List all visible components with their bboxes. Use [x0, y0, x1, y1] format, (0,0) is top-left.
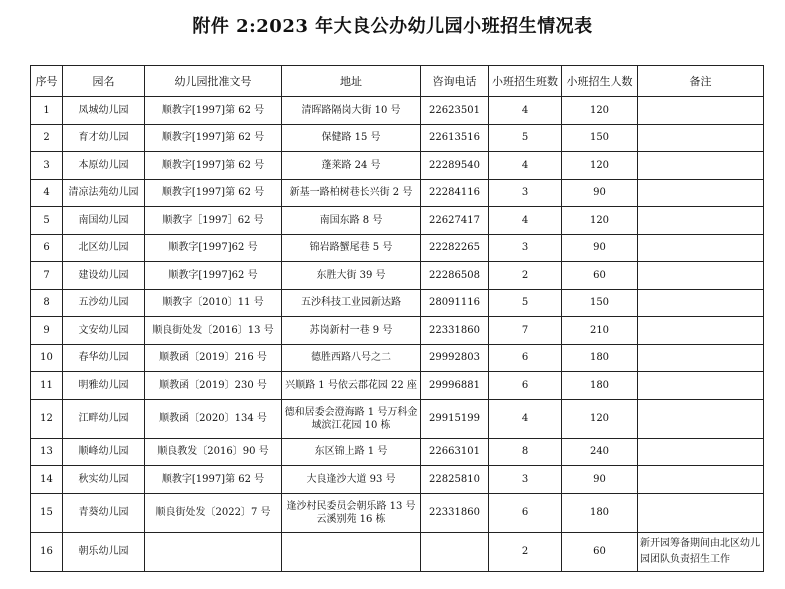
cell-class-count: 5 [489, 289, 562, 317]
cell-class-count: 5 [489, 124, 562, 152]
cell-address: 五沙科技工业园新达路 [282, 289, 421, 317]
cell-kindergarten-name: 五沙幼儿园 [63, 289, 145, 317]
cell-index: 1 [31, 97, 63, 125]
cell-remarks [638, 207, 764, 235]
cell-kindergarten-name: 春华幼儿园 [63, 344, 145, 372]
cell-enrollment-count: 120 [562, 152, 638, 180]
cell-approval-number: 顺教函〔2019〕216 号 [145, 344, 282, 372]
cell-kindergarten-name: 秋实幼儿园 [63, 466, 145, 494]
cell-enrollment-count: 180 [562, 372, 638, 400]
cell-enrollment-count: 60 [562, 532, 638, 571]
cell-class-count: 2 [489, 532, 562, 571]
header-approval-number: 幼儿园批准文号 [145, 66, 282, 97]
cell-enrollment-count: 90 [562, 234, 638, 262]
cell-remarks [638, 317, 764, 345]
cell-approval-number: 顺教函〔2019〕230 号 [145, 372, 282, 400]
cell-remarks [638, 152, 764, 180]
enrollment-table [30, 65, 764, 572]
cell-index: 4 [31, 179, 63, 207]
cell-approval-number: 顺教字[1997]第 62 号 [145, 97, 282, 125]
table-row [31, 207, 764, 235]
header-index: 序号 [31, 66, 63, 97]
table-row [31, 179, 764, 207]
table-row [31, 399, 764, 438]
table-row [31, 124, 764, 152]
cell-kindergarten-name: 北区幼儿园 [63, 234, 145, 262]
cell-address: 德和居委会澄海路 1 号万科金域滨江花园 10 栋 [282, 399, 421, 438]
cell-enrollment-count: 90 [562, 466, 638, 494]
cell-remarks [638, 344, 764, 372]
table-header [31, 66, 764, 97]
table-row [31, 438, 764, 466]
cell-enrollment-count: 180 [562, 344, 638, 372]
cell-approval-number: 顺教字[1997]第 62 号 [145, 466, 282, 494]
cell-phone: 22282265 [421, 234, 489, 262]
cell-phone: 22284116 [421, 179, 489, 207]
cell-approval-number: 顺教字[1997]62 号 [145, 234, 282, 262]
cell-address: 兴顺路 1 号依云郡花园 22 座 [282, 372, 421, 400]
cell-address: 新基一路柏树巷长兴街 2 号 [282, 179, 421, 207]
cell-approval-number: 顺教字[1997]第 62 号 [145, 152, 282, 180]
header-class-count: 小班招生班数 [489, 66, 562, 97]
cell-kindergarten-name: 本原幼儿园 [63, 152, 145, 180]
table-row [31, 372, 764, 400]
cell-phone [421, 532, 489, 571]
table-row [31, 493, 764, 532]
cell-class-count: 4 [489, 97, 562, 125]
cell-remarks [638, 179, 764, 207]
cell-index: 10 [31, 344, 63, 372]
cell-enrollment-count: 90 [562, 179, 638, 207]
cell-phone: 28091116 [421, 289, 489, 317]
cell-approval-number: 顺教函〔2020〕134 号 [145, 399, 282, 438]
cell-remarks [638, 438, 764, 466]
cell-approval-number: 顺良街处发〔2022〕7 号 [145, 493, 282, 532]
cell-index: 12 [31, 399, 63, 438]
cell-approval-number: 顺教字[1997]62 号 [145, 262, 282, 290]
cell-index: 15 [31, 493, 63, 532]
cell-enrollment-count: 150 [562, 289, 638, 317]
cell-enrollment-count: 240 [562, 438, 638, 466]
cell-class-count: 3 [489, 179, 562, 207]
cell-kindergarten-name: 明雅幼儿园 [63, 372, 145, 400]
cell-address: 东胜大街 39 号 [282, 262, 421, 290]
cell-phone: 29996881 [421, 372, 489, 400]
cell-remarks [638, 372, 764, 400]
cell-index: 14 [31, 466, 63, 494]
cell-class-count: 4 [489, 399, 562, 438]
cell-kindergarten-name: 青葵幼儿园 [63, 493, 145, 532]
cell-remarks [638, 466, 764, 494]
cell-address [282, 532, 421, 571]
table-row [31, 234, 764, 262]
cell-enrollment-count: 210 [562, 317, 638, 345]
cell-enrollment-count: 120 [562, 207, 638, 235]
cell-phone: 22289540 [421, 152, 489, 180]
cell-index: 6 [31, 234, 63, 262]
cell-class-count: 8 [489, 438, 562, 466]
cell-remarks [638, 234, 764, 262]
cell-phone: 22613516 [421, 124, 489, 152]
header-address: 地址 [282, 66, 421, 97]
cell-class-count: 6 [489, 344, 562, 372]
cell-address: 保健路 15 号 [282, 124, 421, 152]
cell-approval-number: 顺良街处发〔2016〕13 号 [145, 317, 282, 345]
cell-address: 大良逢沙大道 93 号 [282, 466, 421, 494]
cell-remarks [638, 289, 764, 317]
cell-class-count: 3 [489, 234, 562, 262]
cell-address: 德胜西路八号之二 [282, 344, 421, 372]
cell-class-count: 6 [489, 493, 562, 532]
table-row [31, 317, 764, 345]
cell-address: 清晖路隔岗大街 10 号 [282, 97, 421, 125]
cell-enrollment-count: 120 [562, 399, 638, 438]
header-kindergarten-name: 园名 [63, 66, 145, 97]
cell-index: 16 [31, 532, 63, 571]
cell-kindergarten-name: 清凉法苑幼儿园 [63, 179, 145, 207]
cell-kindergarten-name: 育才幼儿园 [63, 124, 145, 152]
cell-index: 11 [31, 372, 63, 400]
cell-approval-number: 顺良教发〔2016〕90 号 [145, 438, 282, 466]
cell-kindergarten-name: 建设幼儿园 [63, 262, 145, 290]
cell-index: 8 [31, 289, 63, 317]
header-enrollment-count: 小班招生人数 [562, 66, 638, 97]
cell-address: 南国东路 8 号 [282, 207, 421, 235]
cell-kindergarten-name: 南国幼儿园 [63, 207, 145, 235]
cell-remarks [638, 124, 764, 152]
cell-remarks [638, 399, 764, 438]
cell-remarks [638, 493, 764, 532]
cell-index: 9 [31, 317, 63, 345]
cell-kindergarten-name: 凤城幼儿园 [63, 97, 145, 125]
cell-class-count: 4 [489, 152, 562, 180]
cell-phone: 22627417 [421, 207, 489, 235]
cell-phone: 29915199 [421, 399, 489, 438]
cell-index: 3 [31, 152, 63, 180]
table-row [31, 152, 764, 180]
cell-address: 东区锦上路 1 号 [282, 438, 421, 466]
cell-class-count: 3 [489, 466, 562, 494]
header-remarks: 备注 [638, 66, 764, 97]
table-row [31, 532, 764, 571]
header-phone: 咨询电话 [421, 66, 489, 97]
cell-address: 锦岩路蟹尾巷 5 号 [282, 234, 421, 262]
cell-phone: 22286508 [421, 262, 489, 290]
table-row [31, 262, 764, 290]
cell-approval-number: 顺教字[1997]第 62 号 [145, 179, 282, 207]
cell-approval-number: 顺教字［1997］62 号 [145, 207, 282, 235]
cell-kindergarten-name: 朝乐幼儿园 [63, 532, 145, 571]
cell-index: 7 [31, 262, 63, 290]
cell-enrollment-count: 60 [562, 262, 638, 290]
table-row [31, 344, 764, 372]
cell-phone: 29992803 [421, 344, 489, 372]
cell-kindergarten-name: 江畔幼儿园 [63, 399, 145, 438]
cell-address: 苏岗新村一巷 9 号 [282, 317, 421, 345]
cell-class-count: 2 [489, 262, 562, 290]
table-row [31, 466, 764, 494]
cell-kindergarten-name: 顺峰幼儿园 [63, 438, 145, 466]
cell-index: 5 [31, 207, 63, 235]
cell-index: 13 [31, 438, 63, 466]
table-row [31, 289, 764, 317]
cell-enrollment-count: 120 [562, 97, 638, 125]
cell-approval-number: 顺教字[1997]第 62 号 [145, 124, 282, 152]
cell-approval-number [145, 532, 282, 571]
cell-phone: 22331860 [421, 317, 489, 345]
cell-class-count: 6 [489, 372, 562, 400]
document-title: 附件 2:2023 年大良公办幼儿园小班招生情况表 [192, 16, 593, 37]
cell-phone: 22331860 [421, 493, 489, 532]
cell-approval-number: 顺教字〔2010〕11 号 [145, 289, 282, 317]
cell-class-count: 4 [489, 207, 562, 235]
cell-remarks [638, 97, 764, 125]
cell-phone: 22825810 [421, 466, 489, 494]
cell-remarks: 新开园筹备期间由北区幼儿园团队负责招生工作 [638, 532, 764, 571]
table-row [31, 97, 764, 125]
cell-address: 蓬莱路 24 号 [282, 152, 421, 180]
cell-enrollment-count: 180 [562, 493, 638, 532]
cell-remarks [638, 262, 764, 290]
cell-kindergarten-name: 文安幼儿园 [63, 317, 145, 345]
cell-index: 2 [31, 124, 63, 152]
cell-phone: 22663101 [421, 438, 489, 466]
cell-address: 逢沙村民委员会朝乐路 13 号云溪别苑 16 栋 [282, 493, 421, 532]
cell-phone: 22623501 [421, 97, 489, 125]
cell-class-count: 7 [489, 317, 562, 345]
cell-enrollment-count: 150 [562, 124, 638, 152]
